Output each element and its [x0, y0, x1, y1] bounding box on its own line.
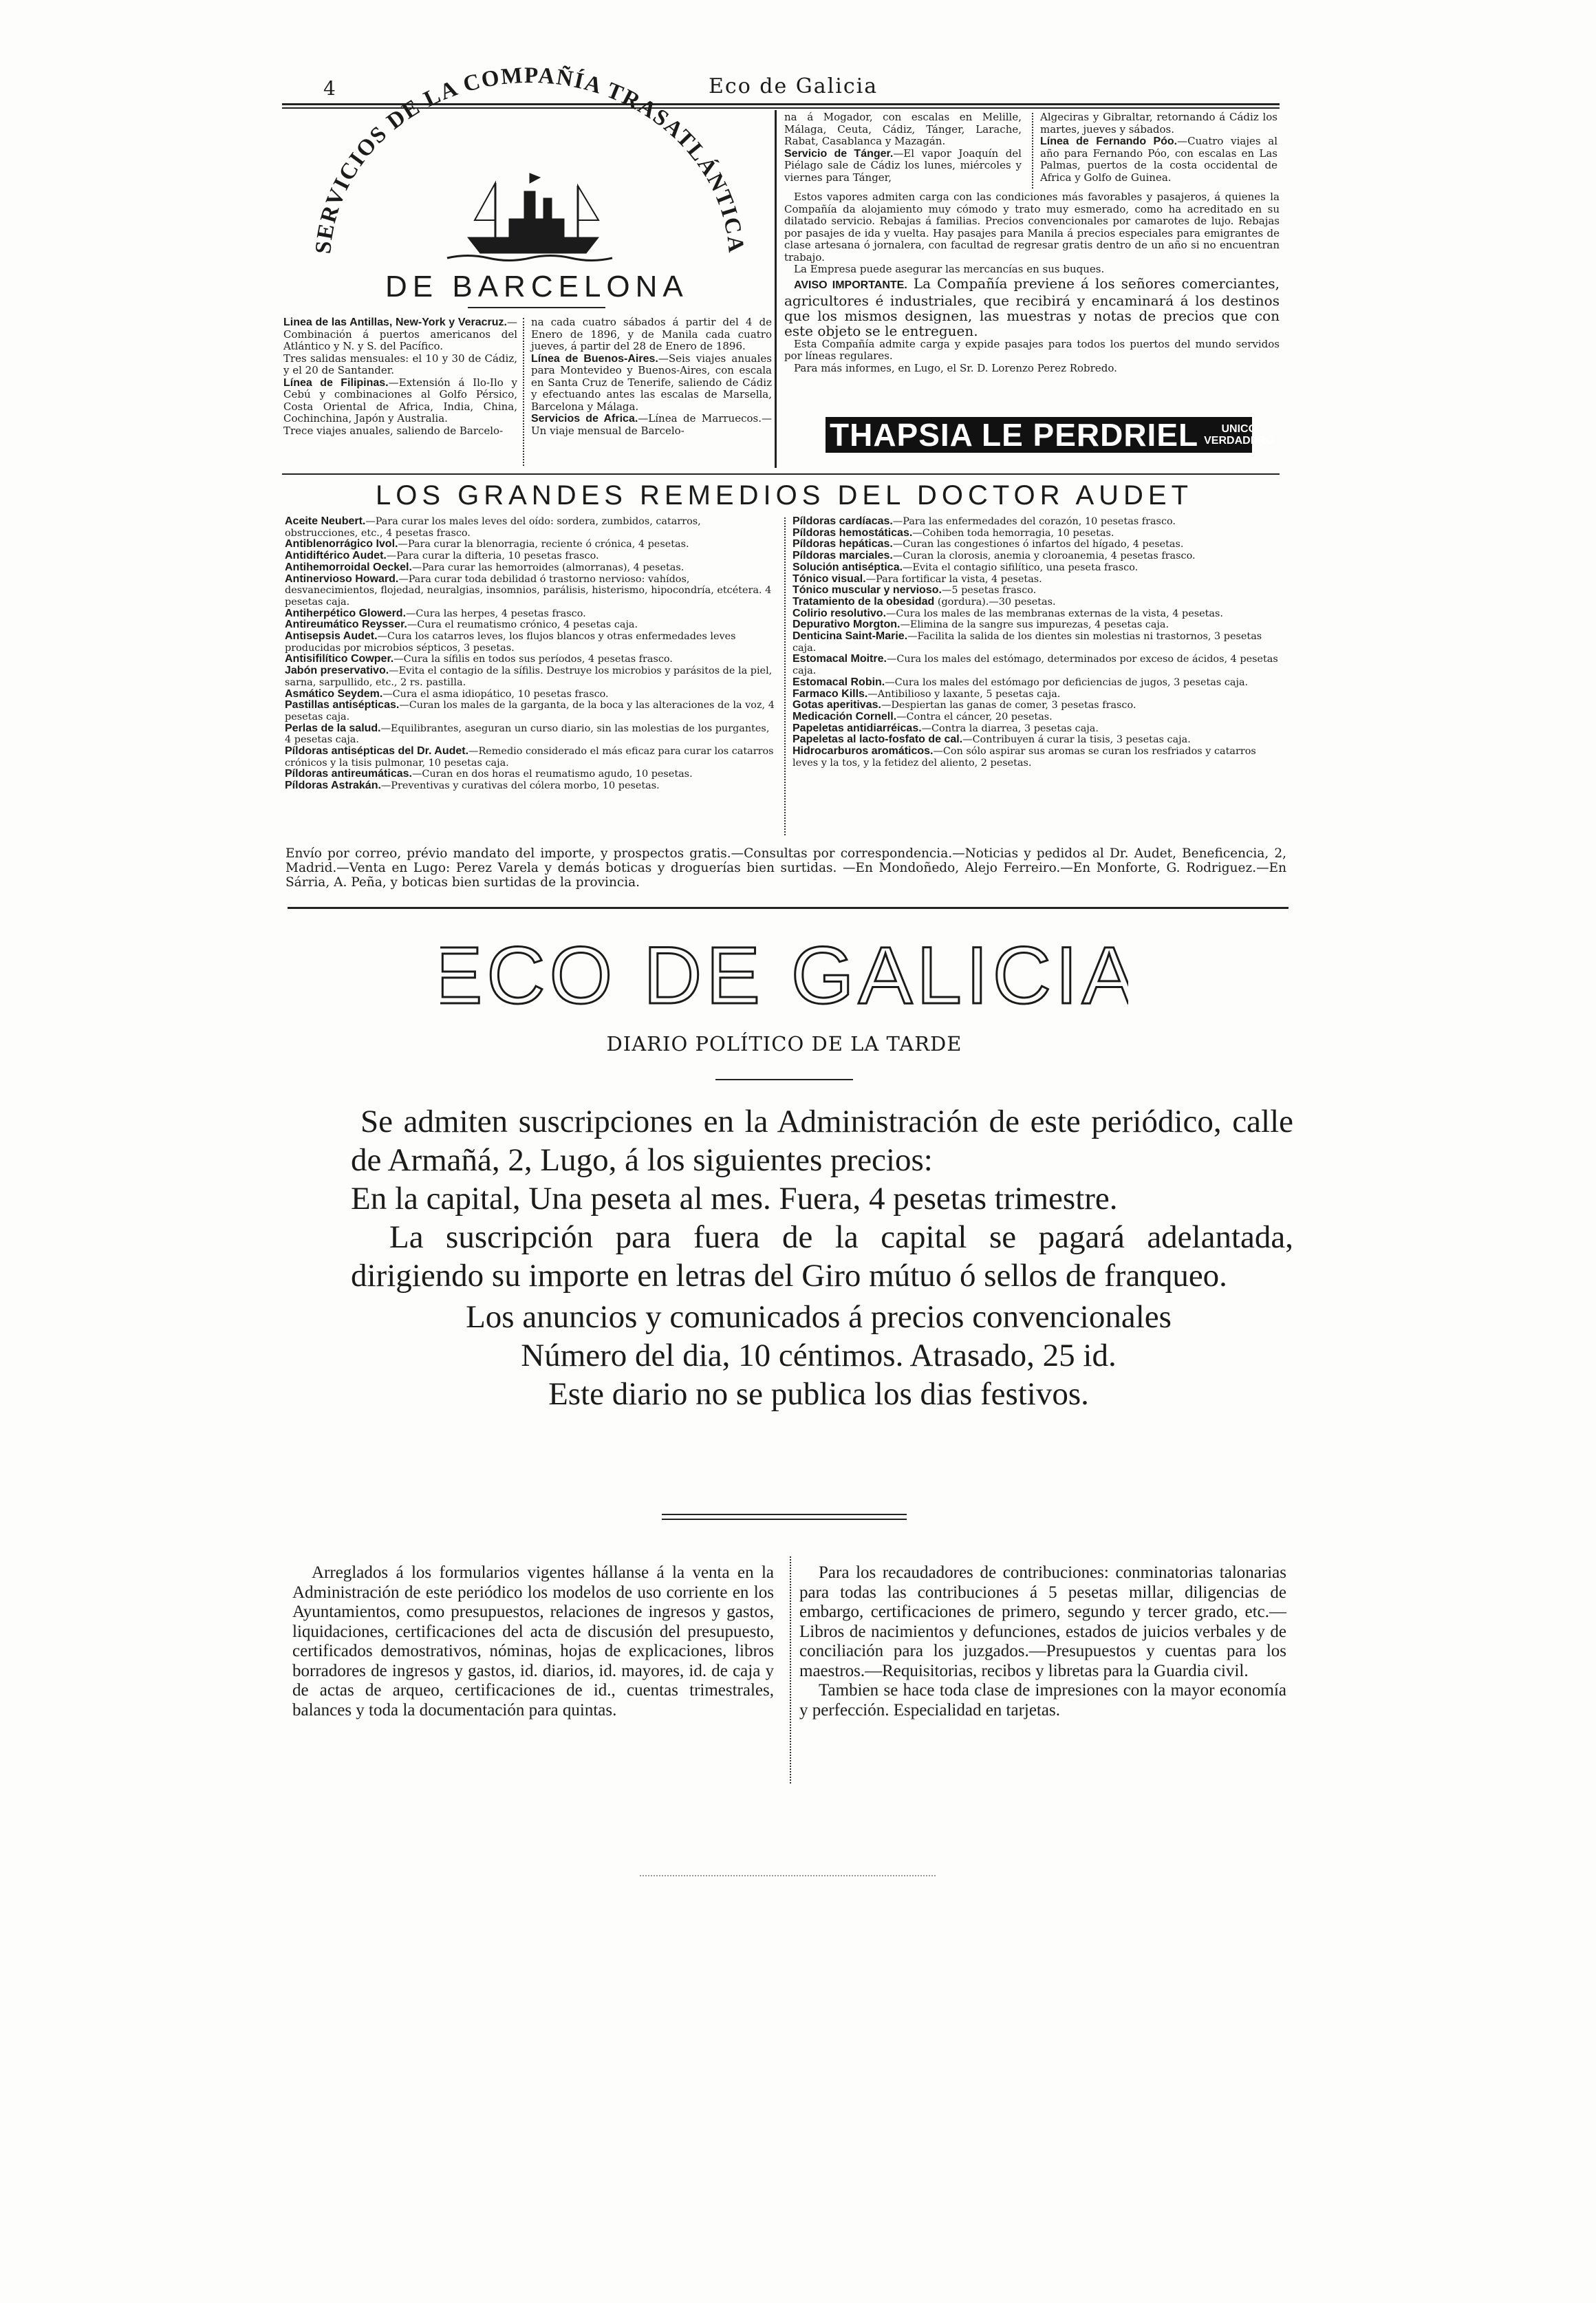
remedio-item: Antisifilítico Cowper.—Cura la sífilis en todos sus períodos, 4 pesetas frasco.: [285, 653, 673, 665]
trasatlantica-notes: [784, 191, 1280, 374]
tras-c4-p2: Línea de Fernando Póo.—Cuatro viajes al año para Fernando Póo, con escalas en Las Palmas, puertos de la costa occidental de Africa y Golfo de Guinea.: [1040, 135, 1277, 184]
thapsia-banner: [826, 417, 1275, 453]
remedio-item: Antiherpético Glowerd.—Cura las herpes, 4 pesetas frasco.: [285, 607, 586, 619]
tras-c1-p3: Línea de Filipinas.—Extensión á Ilo-Ilo y Cebú y combinaciones al Golfo Pérsico, Costa Oriental de Africa, India, China, Cochinchina, Japón y Australia.: [283, 376, 517, 425]
tras-c1-p4: Trece viajes anuales, saliendo de Barcelo-: [283, 424, 504, 437]
remedios-title: LOS GRANDES REMEDIOS DEL DOCTOR AUDET: [375, 480, 1194, 511]
masthead-title: ECO DE GALICIA: [440, 934, 1128, 1017]
tras-notes-p3: Esta Compañía admite carga y expide pasajes para todos los puertos del mundo servidos por líneas regulares.: [784, 337, 1280, 362]
suscr-line-6: Este diario no se publica los dias festivos.: [548, 1376, 1089, 1412]
tras-c1-p1: Linea de las Antillas, New-York y Veracruz.—Combinación á puertos americanos del Atlántico y N. y S. del Pacífico.: [283, 316, 517, 352]
remedio-item: Píldoras antireumáticas.—Curan en dos horas el reumatismo agudo, 10 pesetas.: [285, 768, 693, 780]
suscr-line-4: Los anuncios y comunicados á precios convencionales: [466, 1299, 1172, 1335]
running-header-title: Eco de Galicia: [709, 74, 878, 98]
subtitle-rule: [715, 1079, 853, 1080]
formularios-text: Arreglados á los formularios vigentes hállanse á la venta en la Administración de este periódico los modelos de uso corriente en los Ayuntamientos, como presupuestos, relaciones de ingresos y gastos, liquidaciones, certificaciones del acta de discusión del presupuesto, certificados demostrativos, nóminas, hojas de explicaciones, libros borradores de ingresos y gastos, id. diarios, id. mayores, id. de caja y de actas de arqueo, certificaciones de id., cuentas trimestrales, balances y toda la documentación para quintas.: [292, 1563, 774, 1720]
remedio-item: Perlas de la salud.—Equilibrantes, aseguran un curso diario, sin las molestias de los purgantes, 4 pesetas caja.: [285, 722, 770, 746]
thapsia-brand: THAPSIA LE PERDRIEL: [830, 417, 1199, 453]
remedio-item: Estomacal Robin.—Cura los males del estómago por deficiencias de jugos, 3 pesetas caja.: [792, 676, 1249, 688]
remedio-item: Estomacal Moitre.—Cura los males del estómago, determinados por exceso de ácidos, 4 pesetas caja.: [792, 653, 1278, 677]
remedio-item: Píldoras Astrakán.—Preventivas y curativas del cólera morbo, 10 pesetas.: [285, 780, 660, 792]
steamship-icon: [447, 173, 612, 261]
trasatlantica-col-3: [784, 111, 1022, 184]
suscr-line-2: En la capital, Una peseta al mes. Fuera, 4 pesetas trimestre.: [351, 1181, 1118, 1217]
trasatlantica-col-4: [1040, 111, 1277, 184]
remedios-right-col: [792, 516, 1282, 769]
remedio-item: Asmático Seydem.—Cura el asma idiopático, 10 pesetas frasco.: [285, 687, 609, 700]
remedio-item: Solución antiséptica.—Evita el contagio sifilítico, una peseta frasco.: [792, 561, 1139, 573]
remedio-item: Hidrocarburos aromáticos.—Con sólo aspirar sus aromas se curan los resfriados y catarros leves y la tos, y la fetidez del aliento, 2 pesetas.: [792, 745, 1256, 769]
remedio-item: Antireumático Reysser.—Cura el reumatismo crónico, 4 pesetas caja.: [285, 619, 638, 631]
section-rule: [282, 473, 1280, 475]
page-number: 4: [323, 77, 336, 100]
tras-c2-p1: na cada cuatro sábados á partir del 4 de Enero de 1896, y de Manila cada cuatro jueves, á partir del 28 de Enero de 1896.: [531, 316, 772, 352]
remedio-item: Antinervioso Howard.—Para curar toda debilidad ó trastorno nervioso: vahídos, desvanecimientos, flojedad, neuralgias, insomnios, parálisis, histerismo, hipocondría, etcétera. 4 pesetas caja.: [285, 572, 772, 608]
thapsia-unico: UNICO: [1221, 423, 1258, 435]
ornamental-rule-2: [662, 1519, 907, 1520]
tras-c2-p3: Servicios de Africa.—Línea de Marruecos.—Un viaje mensual de Barcelo-: [531, 412, 772, 437]
trasatlantica-emblem: [303, 63, 750, 275]
remedio-item: Píldoras hepáticas.—Curan las congestiones ó infartos del hígado, 4 pesetas.: [792, 538, 1184, 550]
masthead: [440, 934, 1128, 1020]
tras-aviso: AVISO IMPORTANTE. La Compañía previene á los señores comerciantes, agricultores é industriales, que recibirá y encaminará á los destinos que los mismos designen, las muestras y notas de precios que con este objeto se le entreguen.: [784, 275, 1280, 339]
ornamental-rule: [662, 1514, 907, 1515]
suscripciones-block: [344, 1102, 1293, 1413]
column-divider-2: [1032, 113, 1033, 189]
remedio-item: Aceite Neubert.—Para curar los males leves del oído: sordera, zumbidos, catarros, obstrucciones, etc., 4 pesetas frasco.: [285, 515, 701, 539]
remedio-item: Colirio resolutivo.—Cura los males de las membranas externas de la vista, 4 pesetas.: [792, 607, 1223, 619]
remedio-item: Tratamiento de la obesidad (gordura).—30 pesetas.: [792, 595, 1056, 608]
remedio-item: Antidiftérico Audet.—Para curar la difteria, 10 pesetas frasco.: [285, 550, 599, 562]
remedio-item: Antihemorroidal Oeckel.—Para curar las hemorroides (almorranas), 4 pesetas.: [285, 561, 684, 573]
remedio-item: Pastillas antisépticas.—Curan los males de la garganta, de la boca y las alteraciones de la voz, 4 pesetas caja.: [285, 699, 775, 722]
tras-c3-p1: na á Mogador, con escalas en Melille, Málaga, Ceuta, Cádiz, Tánger, Larache, Rabat, Casablanca y Mazagán.: [784, 111, 1022, 147]
impresiones-text-1: Para los recaudadores de contribuciones: conminatorias talonarias para todas las contribuciones á 5 pesetas millar, diligencias de embargo, certificaciones de primero, segundo y tercer grado, etc.—Libros de nacimientos y defunciones, estados de juicios verbales y de conciliación para los juzgados.—Presupuestos y cuentas para los maestros.—Requisitorias, recibos y libretas para la Guardia civil.: [799, 1563, 1286, 1680]
trasatlantica-col-2: [531, 317, 772, 437]
remedio-item: Depurativo Morgton.—Elimina de la sangre sus impurezas, 4 pesetas caja.: [792, 619, 1169, 631]
remedio-item: Píldoras cardíacas.—Para las enfermedades del corazón, 10 pesetas frasco.: [792, 515, 1176, 527]
thapsia-verdadero: VERDADERO: [1204, 435, 1275, 447]
remedio-item: Antisepsis Audet.—Cura los catarros leves, los flujos blancos y otras enfermedades leves producidas por microbios sépticos, 3 pesetas.: [285, 630, 736, 654]
remedio-item: Píldoras antisépticas del Dr. Audet.—Remedio considerado el más eficaz para curar los catarros crónicos y la tisis pulmonar, 10 pesetas caja.: [285, 745, 774, 769]
remedio-item: Píldoras marciales.—Curan la clorosis, anemia y cloroanemia, 4 pesetas frasco.: [792, 550, 1196, 562]
remedio-item: Denticina Saint-Marie.—Facilita la salida de los dientes sin molestias ni trastornos, 3 pesetas caja.: [792, 630, 1262, 654]
bottom-dots: [640, 1875, 936, 1876]
impresiones-column: [799, 1563, 1286, 1720]
trasatlantica-subtitle: DE BARCELONA: [385, 270, 689, 303]
tras-notes-p4: Para más informes, en Lugo, el Sr. D. Lorenzo Perez Robredo.: [794, 361, 1117, 374]
bottom-divider: [790, 1556, 791, 1784]
thapsia-badge: [1198, 423, 1274, 447]
masthead-subtitle: DIARIO POLÍTICO DE LA TARDE: [606, 1032, 962, 1056]
remedios-footer: Envío por correo, prévio mandato del importe, y prospectos gratis.—Consultas por correspondencia.—Noticias y pedidos al Dr. Audet, Beneficencia, 2, Madrid.—Venta en Lugo: Perez Varela y demás boticas y droguerías bien surtidas. —En Mondoñedo, Alejo Ferreiro.—En Monforte, G. Rodriguez.—En Sárria, A. Peña, y boticas bien surtidas de la provincia.: [285, 846, 1286, 890]
barcelona-underline: [468, 307, 605, 308]
suscr-line-3: La suscripción para fuera de la capital se pagará adelantada, dirigiendo su importe en letras del Giro mútuo ó sellos de franqueo.: [351, 1219, 1293, 1294]
remedios-left-col: [285, 516, 777, 792]
formularios-column: [292, 1563, 774, 1720]
tras-notes-p2: La Empresa puede asegurar las mercancías en sus buques.: [794, 263, 1105, 275]
trasatlantica-col-1: [283, 317, 517, 437]
remedio-item: Píldoras hemostáticas.—Cohiben toda hemorragia, 10 pesetas.: [792, 526, 1114, 539]
remedio-item: Tónico muscular y nervioso.—5 pesetas frasco.: [792, 584, 1037, 597]
remedio-item: Gotas aperitivas.—Despiertan las ganas de comer, 3 pesetas frasco.: [792, 699, 1136, 711]
tras-c2-p2: Línea de Buenos-Aires.—Seis viajes anuales para Montevideo y Buenos-Aires, con escala en Santa Cruz de Tenerife, saliendo de Cádiz y efectuando antes las escalas de Marsella, Barcelona y Málaga.: [531, 352, 772, 413]
tras-c1-p2: Tres salidas mensuales: el 10 y 30 de Cádiz, y el 20 de Santander.: [283, 352, 517, 376]
tras-notes-p1: Estos vapores admiten carga con las condiciones más favorables y pasajeros, á quienes la Compañía da alojamiento muy cómodo y trato muy esmerado, como ha acreditado en su dilatado servicio. Rebajas á familias. Precios convencionales por camarotes de lujo. Rebajas por pasajes de ida y vuelta. Hay pasajes para Manila á precios especiales para emigrantes de clase artesana ó jornalera, con facultad de regresar gratis dentro de un año si no encuentran trabajo.: [784, 191, 1280, 264]
section-rule-2: [288, 907, 1288, 909]
remedio-item: Papeletas antidiarréicas.—Contra la diarrea, 3 pesetas caja.: [792, 722, 1099, 734]
ad-separator: [775, 110, 777, 468]
remedio-item: Papeletas al lacto-fosfato de cal.—Contribuyen á curar la tisis, 3 pesetas caja.: [792, 733, 1191, 746]
remedio-item: Farmaco Kills.—Antibilioso y laxante, 5 pesetas caja.: [792, 687, 1061, 700]
remedio-item: Antiblenorrágico Ivol.—Para curar la blenorragia, reciente ó crónica, 4 pesetas.: [285, 538, 689, 550]
remedio-item: Tónico visual.—Para fortificar la vista, 4 pesetas.: [792, 572, 1042, 585]
tras-c4-p1: Algeciras y Gibraltar, retornando á Cádiz los martes, jueves y sábados.: [1040, 111, 1277, 136]
column-divider: [523, 318, 524, 466]
tras-c3-p2: Servicio de Tánger.—El vapor Joaquín del Piélago sale de Cádiz los lunes, miércoles y viernes para Tánger,: [784, 147, 1022, 184]
impresiones-text-2: Tambien se hace toda clase de impresiones con la mayor economía y perfección. Especialidad en tarjetas.: [799, 1681, 1286, 1720]
remedios-divider: [784, 517, 786, 835]
suscr-line-1: Se admiten suscripciones en la Administración de este periódico, calle de Armañá, 2, Lugo, á los siguientes precios:: [351, 1104, 1293, 1178]
remedio-item: Medicación Cornell.—Contra el cáncer, 20 pesetas.: [792, 710, 1053, 722]
remedio-item: Jabón preservativo.—Evita el contagio de la sífilis. Destruye los microbios y parásitos de la piel, sarna, sarpullido, etc., 2 rs. pastilla.: [285, 665, 773, 688]
trasatlantica-arc-title: SERVICIOS DE LA COMPAÑÍA TRASATLÁNTICA: [311, 63, 748, 255]
suscr-line-5: Número del dia, 10 céntimos. Atrasado, 25 id.: [521, 1338, 1117, 1373]
